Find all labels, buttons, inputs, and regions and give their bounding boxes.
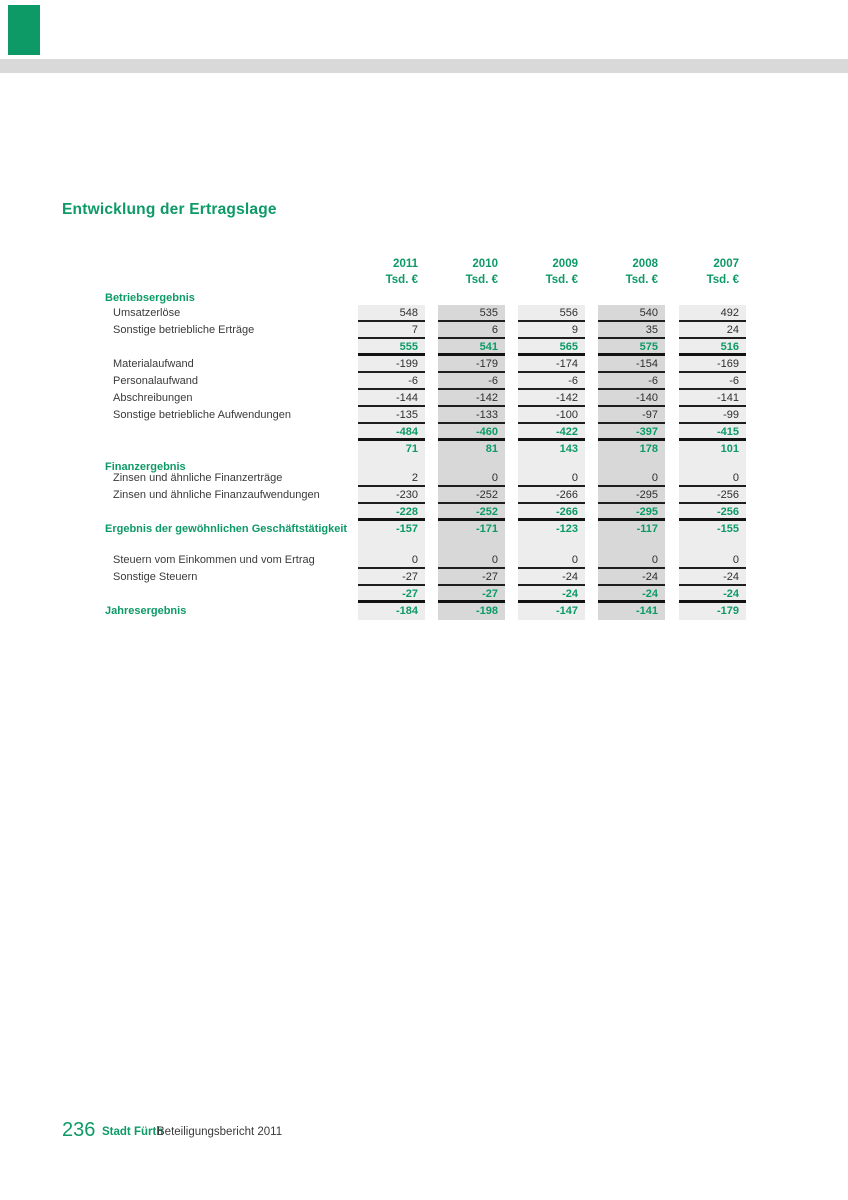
value-cell: -27 <box>438 586 505 603</box>
value-cell: -123 <box>555 523 578 535</box>
value-cell: -24 <box>518 586 585 603</box>
value-cell: -142 <box>438 390 505 407</box>
value-cell: 24 <box>679 322 746 339</box>
value-cell: -135 <box>358 407 425 424</box>
value-cell: -6 <box>679 373 746 390</box>
value-cell: -460 <box>438 424 505 441</box>
value-cell: -198 <box>475 605 498 617</box>
value-cell: 0 <box>438 470 505 487</box>
value-cell: -147 <box>555 605 578 617</box>
column-header-unit: Tsd. € <box>545 274 578 286</box>
row-label: Zinsen und ähnliche Finanzerträge <box>113 472 283 484</box>
value-cell: 492 <box>679 305 746 322</box>
row-label: Personalaufwand <box>113 375 199 387</box>
value-cell: 2 <box>358 470 425 487</box>
value-cell: -174 <box>518 356 585 373</box>
value-cell: -97 <box>598 407 665 424</box>
value-cell: -169 <box>679 356 746 373</box>
value-cell: 35 <box>598 322 665 339</box>
value-cell: -142 <box>518 390 585 407</box>
value-cell: -184 <box>395 605 418 617</box>
value-cell: -171 <box>475 523 498 535</box>
value-cell: -157 <box>395 523 418 535</box>
section-label: Betriebsergebnis <box>105 292 195 304</box>
value-cell: -100 <box>518 407 585 424</box>
row-label: Sonstige betriebliche Erträge <box>113 324 255 336</box>
column-header-unit: Tsd. € <box>706 274 739 286</box>
value-cell: 541 <box>438 339 505 356</box>
page-title: Entwicklung der Ertragslage <box>62 201 277 218</box>
value-cell: -415 <box>679 424 746 441</box>
value-cell: -266 <box>518 487 585 504</box>
value-cell: -397 <box>598 424 665 441</box>
value-cell: 7 <box>358 322 425 339</box>
column-header-year: 2009 <box>552 258 578 270</box>
value-cell: -199 <box>358 356 425 373</box>
value-cell: -252 <box>438 504 505 521</box>
column-header-unit: Tsd. € <box>465 274 498 286</box>
value-cell: 0 <box>598 470 665 487</box>
value-cell: -24 <box>598 569 665 586</box>
value-cell: 575 <box>598 339 665 356</box>
value-cell: 555 <box>358 339 425 356</box>
value-cell: 81 <box>485 443 498 455</box>
column-header-year: 2007 <box>713 258 739 270</box>
row-label: Abschreibungen <box>113 392 193 404</box>
column-header-year: 2010 <box>472 258 498 270</box>
value-cell: 71 <box>405 443 418 455</box>
value-cell: -256 <box>679 487 746 504</box>
value-cell: -24 <box>518 569 585 586</box>
value-cell: -266 <box>518 504 585 521</box>
value-cell: 565 <box>518 339 585 356</box>
row-label: Zinsen und ähnliche Finanzaufwendungen <box>113 489 320 501</box>
row-label: Umsatzerlöse <box>113 307 181 319</box>
value-cell: 0 <box>358 552 425 569</box>
section-label: Finanzergebnis <box>105 461 186 473</box>
value-cell: -154 <box>598 356 665 373</box>
value-cell: -27 <box>358 569 425 586</box>
value-cell: 101 <box>720 443 739 455</box>
column-header-year: 2008 <box>632 258 658 270</box>
value-cell: -141 <box>679 390 746 407</box>
row-label: Steuern vom Einkommen und vom Ertrag <box>113 554 315 566</box>
value-cell: -6 <box>598 373 665 390</box>
value-cell: -179 <box>716 605 739 617</box>
value-cell: -24 <box>598 586 665 603</box>
value-cell: 540 <box>598 305 665 322</box>
value-cell: -295 <box>598 504 665 521</box>
row-label: Sonstige betriebliche Aufwendungen <box>113 409 291 421</box>
value-cell: -24 <box>679 569 746 586</box>
row-label: Ergebnis der gewöhnlichen Geschäftstätigkeit <box>105 523 348 535</box>
value-cell: -99 <box>679 407 746 424</box>
value-cell: -117 <box>636 523 658 535</box>
value-cell: -144 <box>358 390 425 407</box>
value-cell: 0 <box>679 470 746 487</box>
footer-report-title: Beteiligungsbericht 2011 <box>157 1126 283 1138</box>
value-cell: 0 <box>679 552 746 569</box>
column-header-year: 2011 <box>393 258 418 270</box>
value-cell: -484 <box>358 424 425 441</box>
row-label: Jahresergebnis <box>105 605 187 617</box>
value-cell: -27 <box>438 569 505 586</box>
value-cell: 9 <box>518 322 585 339</box>
value-cell: 0 <box>438 552 505 569</box>
value-cell: -27 <box>358 586 425 603</box>
value-cell: -422 <box>518 424 585 441</box>
value-cell: -230 <box>358 487 425 504</box>
value-cell: -24 <box>679 586 746 603</box>
value-cell: -256 <box>679 504 746 521</box>
footer-publisher: Stadt Fürth <box>102 1126 164 1138</box>
value-cell: 0 <box>518 552 585 569</box>
value-cell: 0 <box>598 552 665 569</box>
value-cell: -6 <box>358 373 425 390</box>
value-cell: 0 <box>518 470 585 487</box>
value-cell: -6 <box>438 373 505 390</box>
row-label: Materialaufwand <box>113 358 194 370</box>
value-cell: -252 <box>438 487 505 504</box>
value-cell: 178 <box>639 443 658 455</box>
value-cell: 516 <box>679 339 746 356</box>
value-cell: -6 <box>518 373 585 390</box>
row-label: Sonstige Steuern <box>113 571 198 583</box>
value-cell: 556 <box>518 305 585 322</box>
value-cell: -228 <box>358 504 425 521</box>
value-cell: -141 <box>635 605 658 617</box>
value-cell: -155 <box>716 523 739 535</box>
value-cell: 535 <box>438 305 505 322</box>
column-header-unit: Tsd. € <box>625 274 658 286</box>
value-cell: -140 <box>598 390 665 407</box>
value-cell: -179 <box>438 356 505 373</box>
value-cell: -133 <box>438 407 505 424</box>
value-cell: 143 <box>559 443 578 455</box>
value-cell: 548 <box>358 305 425 322</box>
value-cell: 6 <box>438 322 505 339</box>
footer-page-number: 236 <box>62 1119 96 1141</box>
value-cell: -295 <box>598 487 665 504</box>
column-header-unit: Tsd. € <box>385 274 418 286</box>
